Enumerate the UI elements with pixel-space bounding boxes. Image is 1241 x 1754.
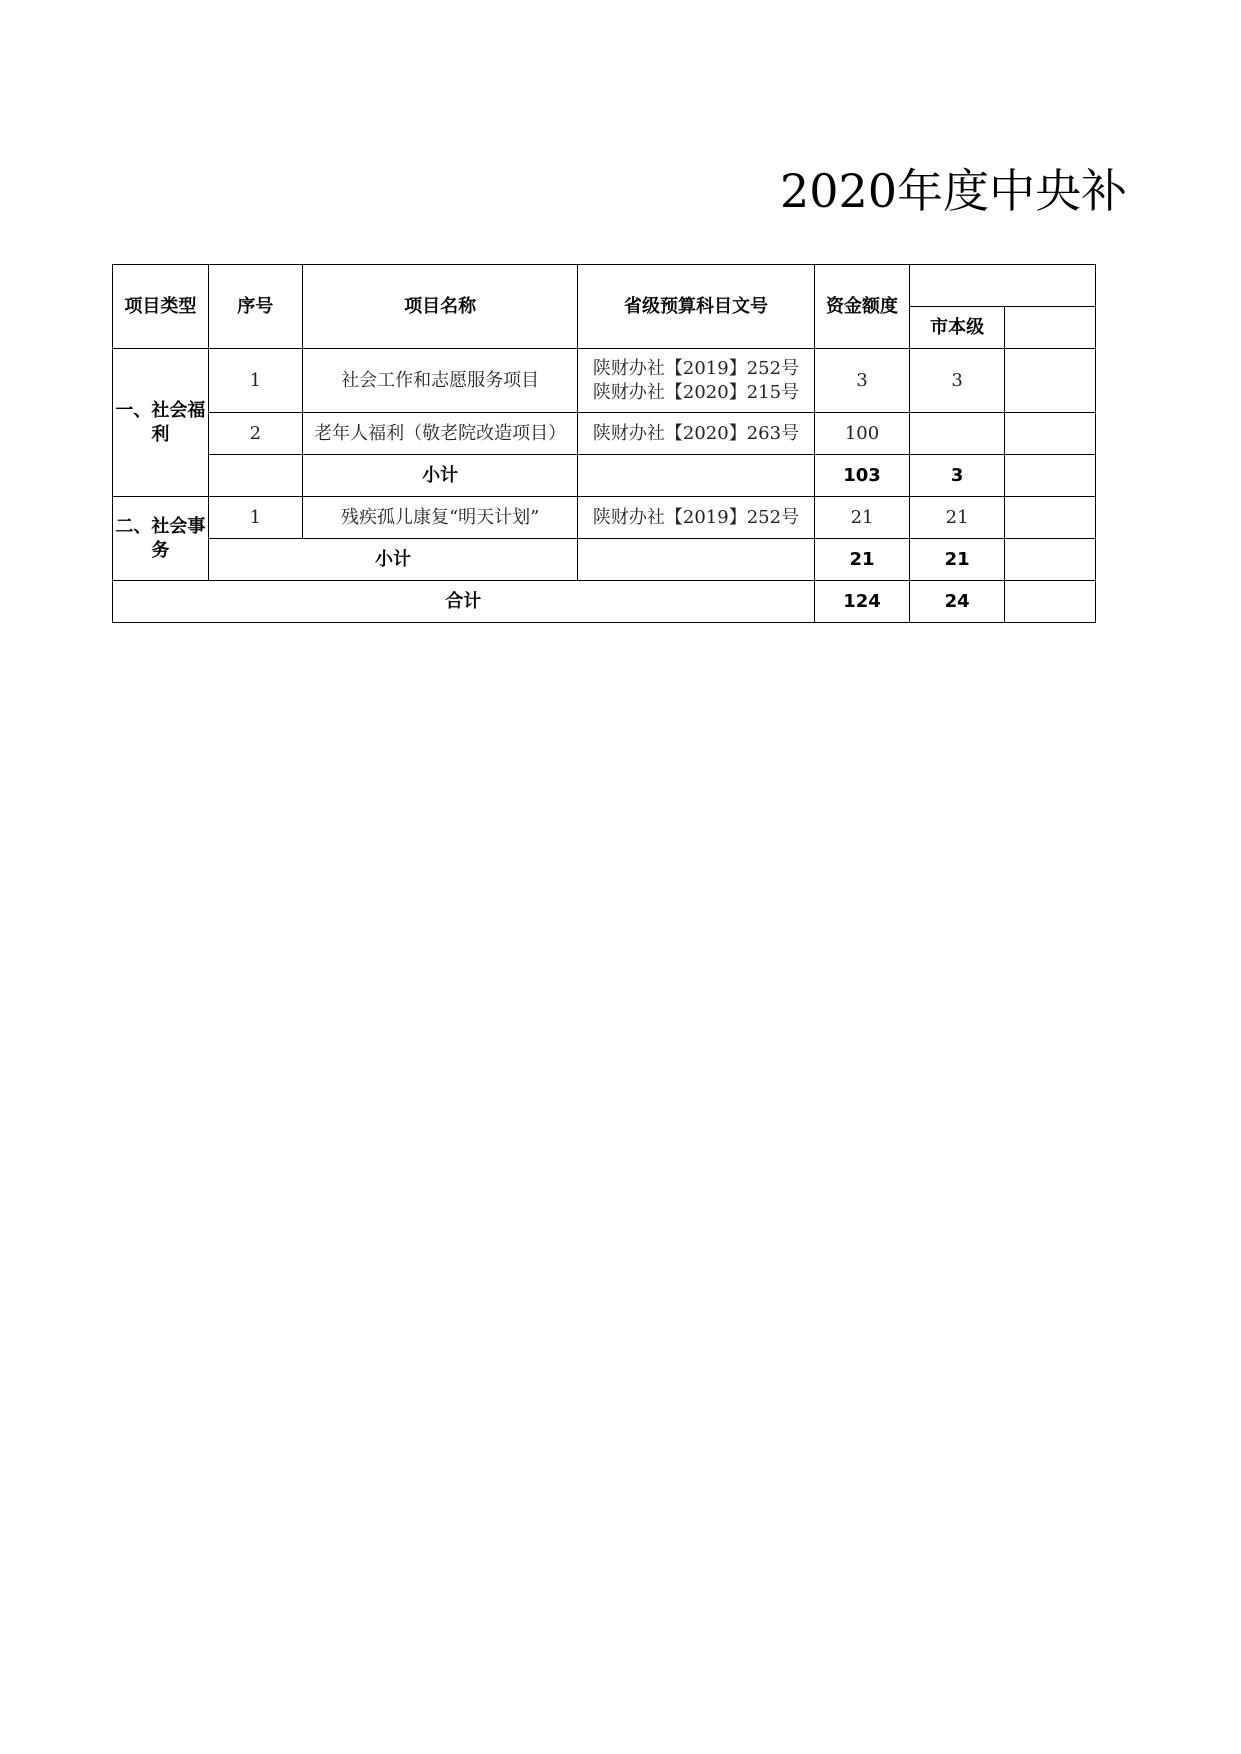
subtotal-city-level: 21	[910, 539, 1004, 581]
page-title: 2020年度中央补	[780, 164, 1128, 218]
project-name-cell: 社会工作和志愿服务项目	[302, 349, 577, 413]
seq-cell: 1	[208, 349, 302, 413]
project-name-cell: 老年人福利（敬老院改造项目）	[302, 413, 577, 455]
project-name-cell: 残疾孤儿康复“明天计划”	[302, 497, 577, 539]
total-label: 合计	[113, 581, 815, 623]
table-row	[113, 349, 1096, 413]
header-next-level	[1004, 307, 1095, 349]
total-city-level: 24	[910, 581, 1004, 623]
header-type: 项目类型	[113, 265, 209, 349]
header-doc: 省级预算科目文号	[578, 265, 814, 349]
subtotal-amount: 103	[814, 455, 910, 497]
header-allocation-group	[910, 265, 1096, 307]
seq-cell: 2	[208, 413, 302, 455]
next-level-cell	[1004, 497, 1095, 539]
header-seq: 序号	[208, 265, 302, 349]
category-cell: 一、社会福利	[113, 349, 209, 497]
doc-number-line: 陕财办社【2020】215号	[592, 381, 800, 403]
subtotal-row	[113, 455, 1096, 497]
seq-cell: 1	[208, 497, 302, 539]
subtotal-row	[113, 539, 1096, 581]
doc-number-cell	[578, 349, 814, 413]
doc-number-cell: 陕财办社【2020】263号	[578, 413, 814, 455]
amount-cell: 3	[814, 349, 910, 413]
category-cell: 二、社会事务	[113, 497, 209, 581]
city-level-cell	[910, 413, 1004, 455]
doc-number-cell	[578, 455, 814, 497]
table-viewport	[112, 264, 1096, 626]
subtotal-city-level: 3	[910, 455, 1004, 497]
subtotal-amount: 21	[814, 539, 910, 581]
table-row	[113, 413, 1096, 455]
subtotal-label: 小计	[208, 539, 578, 581]
seq-cell	[208, 455, 302, 497]
funds-table	[112, 264, 1096, 623]
next-level-cell	[1004, 455, 1095, 497]
doc-number-line: 陕财办社【2019】252号	[592, 357, 800, 379]
header-city-level: 市本级	[910, 307, 1004, 349]
subtotal-label: 小计	[302, 455, 577, 497]
doc-number-cell	[578, 539, 814, 581]
amount-cell: 21	[814, 497, 910, 539]
doc-number-cell: 陕财办社【2019】252号	[578, 497, 814, 539]
header-row	[113, 265, 1096, 307]
total-row	[113, 581, 1096, 623]
next-level-cell	[1004, 413, 1095, 455]
next-level-cell	[1004, 539, 1095, 581]
total-amount: 124	[814, 581, 910, 623]
header-name: 项目名称	[302, 265, 577, 349]
amount-cell: 100	[814, 413, 910, 455]
next-level-cell	[1004, 349, 1095, 413]
table-row	[113, 497, 1096, 539]
city-level-cell: 21	[910, 497, 1004, 539]
next-level-cell	[1004, 581, 1095, 623]
city-level-cell: 3	[910, 349, 1004, 413]
header-amount: 资金额度	[814, 265, 910, 349]
